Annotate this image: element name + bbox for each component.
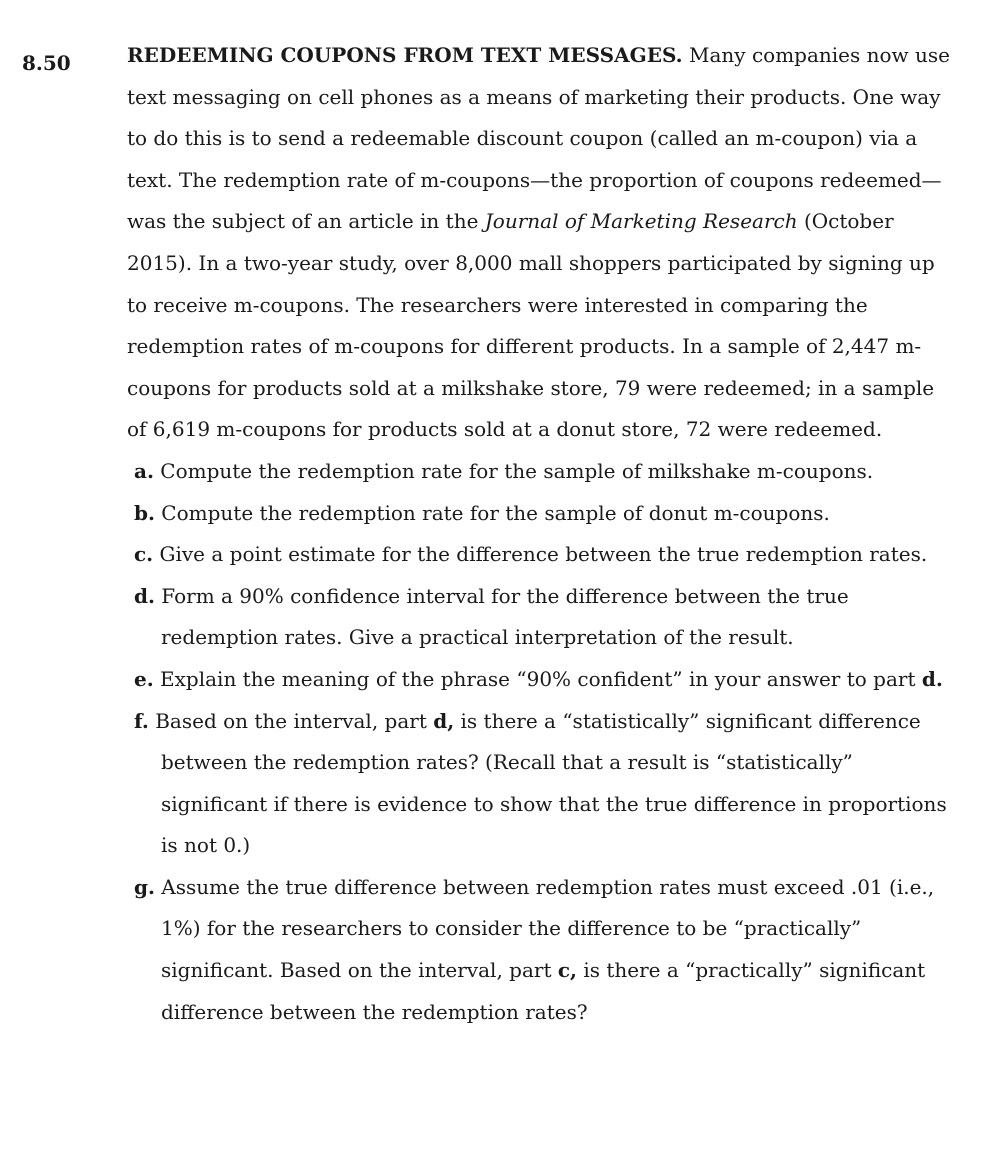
part-text: Compute the redemption rate for the sample of donut m-coupons. xyxy=(154,500,830,525)
question-parts xyxy=(127,451,957,1033)
intro-text-2: (October 2015). In a two-year study, over 8,000 mall shoppers participated by signing up to receive m-coupons. The researchers were interested in comparing the redemption rates of m-coupons for different products. In a sample of 2,447 m-coupons for products sold at a milkshake store, 79 were redeemed; in a sample of 6,619 m-coupons for products sold at a donut store, 72 were redeemed. xyxy=(127,209,935,442)
part-label: f. xyxy=(134,708,149,733)
part-label: a. xyxy=(134,458,154,483)
part-text-cont: is there a “practically” significant difference between the redemption rates? xyxy=(161,958,926,1024)
part-text-cont: is there a “statistically” significant difference between the redemption rates? (Recall that a result is “statistically” significant if there is evidence to show that the true difference in proportions is not 0.) xyxy=(161,708,947,858)
part-a xyxy=(127,451,957,493)
problem-intro xyxy=(127,35,957,451)
part-ref: d, xyxy=(433,708,455,733)
problem-title: REDEEMING COUPONS FROM TEXT MESSAGES. xyxy=(127,43,683,67)
part-c xyxy=(127,534,957,576)
intro-text-1: Many companies now use text messaging on cell phones as a means of marketing their products. One way to do this is to send a redeemable discount coupon (called an m-coupon) via a text. The redemption rate of m-coupons—the proportion of coupons redeemed—was the subject of an article in the xyxy=(127,43,950,234)
part-text: Assume the true difference between redemption rates must exceed .01 (i.e., 1%) for the researchers to consider the difference to be “practically” significant. Based on the interval, part xyxy=(154,874,935,983)
part-text: Form a 90% confidence interval for the difference between the true redemption rates. Give a practical interpretation of the result. xyxy=(154,583,849,650)
problem-number: 8.50 xyxy=(22,51,71,75)
part-label: e. xyxy=(134,666,154,691)
part-label: g. xyxy=(134,874,155,899)
part-text: Give a point estimate for the difference between the true redemption rates. xyxy=(153,542,928,567)
journal-name: Journal of Marketing Research xyxy=(484,209,798,234)
part-text: Compute the redemption rate for the sample of milkshake m-coupons. xyxy=(153,458,874,483)
part-text: Explain the meaning of the phrase “90% confident” in your answer to part xyxy=(153,666,922,691)
part-label: b. xyxy=(134,500,155,525)
problem-body xyxy=(127,35,957,1033)
part-e xyxy=(127,659,957,701)
part-f xyxy=(127,701,957,867)
part-d xyxy=(127,576,957,659)
part-ref: c, xyxy=(557,958,577,983)
part-label: d. xyxy=(134,583,155,608)
part-b xyxy=(127,493,957,535)
part-text: Based on the interval, part xyxy=(148,708,434,733)
part-label: c. xyxy=(134,542,154,567)
part-ref: d. xyxy=(921,666,943,691)
part-g xyxy=(127,867,957,1033)
